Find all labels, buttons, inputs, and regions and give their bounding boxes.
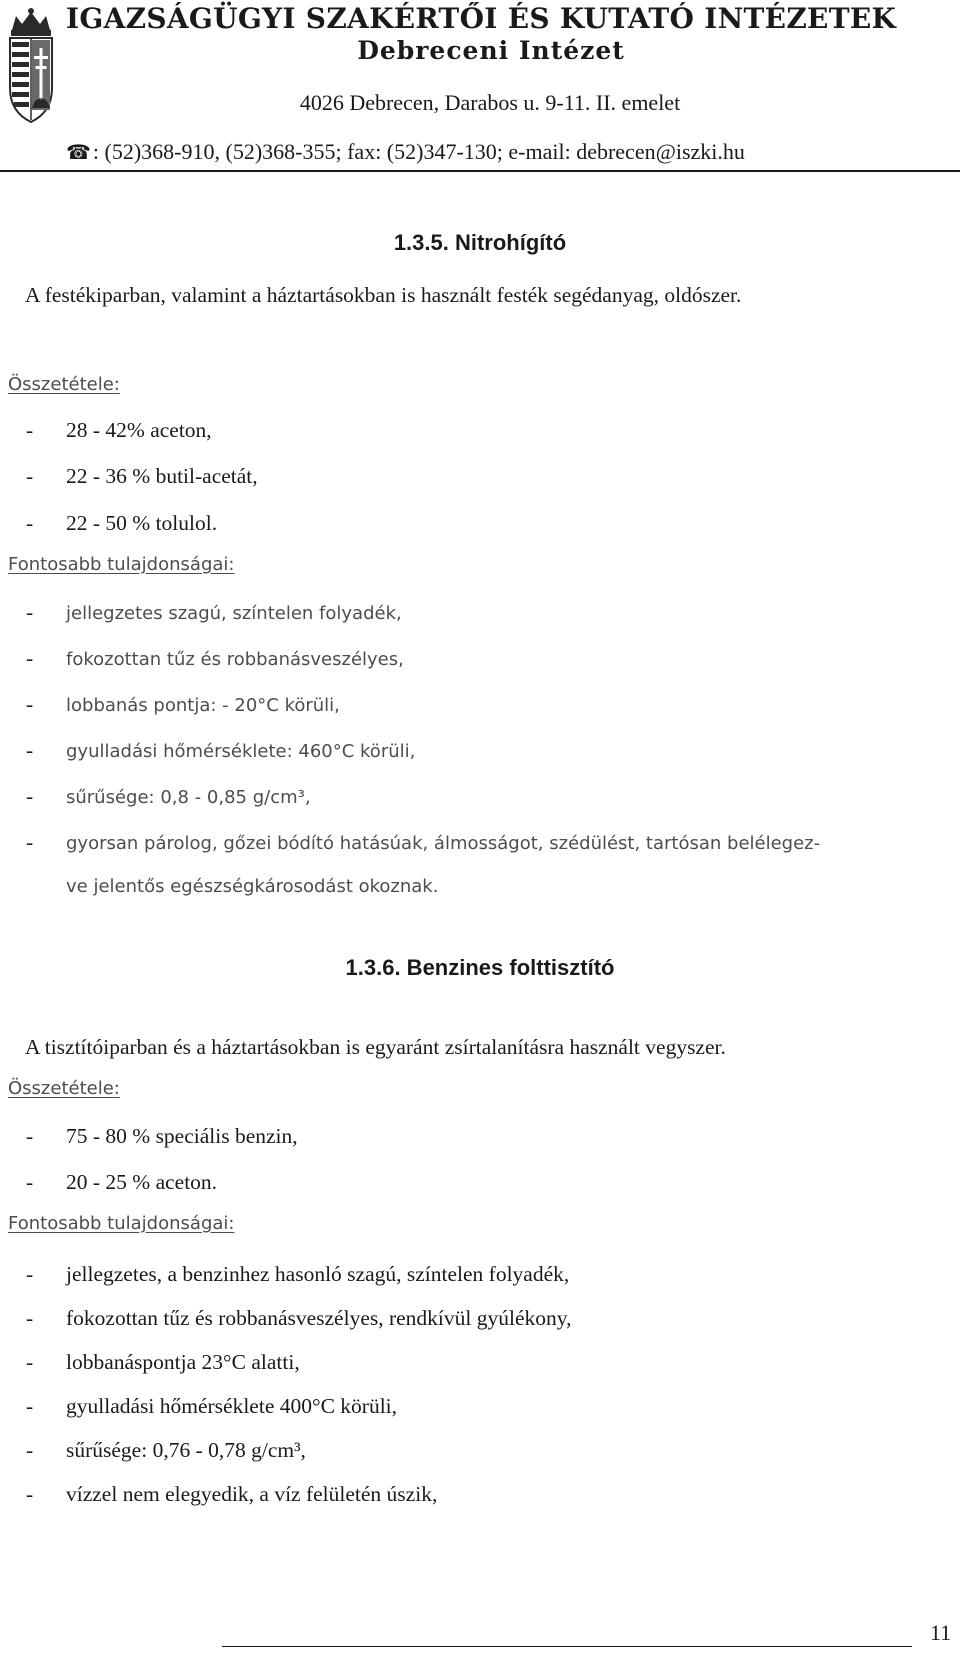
list-item-continuation: ve jelentős egészségkárosodást okoznak. bbox=[66, 876, 439, 897]
list-item: - sűrűsége: 0,8 - 0,85 g/cm³, bbox=[26, 784, 311, 808]
list-item: - jellegzetes, a benzinhez hasonló szagú, színtelen folyadék, bbox=[26, 1262, 570, 1286]
list-item: - jellegzetes szagú, színtelen folyadék, bbox=[26, 600, 402, 624]
list-item: - lobbanáspontja 23°C alatti, bbox=[26, 1350, 300, 1374]
list-item: - 75 - 80 % speciális benzin, bbox=[26, 1124, 298, 1148]
letterhead bbox=[0, 0, 960, 172]
list-item: - 28 - 42% aceton, bbox=[26, 418, 212, 442]
hungarian-coat-of-arms-icon bbox=[4, 8, 58, 126]
page-number: 11 bbox=[930, 1620, 952, 1645]
list-item: - gyulladási hőmérséklete: 460°C körüli, bbox=[26, 738, 416, 762]
list-item: - gyorsan párolog, gőzei bódító hatásúak, álmosságot, szédülést, tartósan belélegez- bbox=[26, 830, 821, 854]
address: 4026 Debrecen, Darabos u. 9-11. II. emelet bbox=[299, 90, 681, 115]
list-item: - vízzel nem elegyedik, a víz felületén úszik, bbox=[26, 1482, 438, 1506]
header-divider bbox=[0, 170, 960, 172]
institute-name: IGAZSÁGÜGYI SZAKÉRTŐI ÉS KUTATÓ INTÉZETEK bbox=[66, 2, 897, 35]
contact-text: : (52)368-910, (52)368-355; fax: (52)347-130; e-mail: debrecen@iszki.hu bbox=[92, 139, 745, 164]
section1-properties-label: Fontosabb tulajdonságai: bbox=[8, 554, 235, 575]
list-item: - 22 - 50 % tolulol. bbox=[26, 511, 218, 535]
list-item: - 22 - 36 % butil-acetát, bbox=[26, 464, 258, 488]
list-item: - lobbanás pontja: - 20°C körüli, bbox=[26, 692, 340, 716]
footer-divider bbox=[222, 1646, 912, 1647]
list-item: - 20 - 25 % aceton. bbox=[26, 1170, 218, 1194]
section1-intro: A festékiparban, valamint a háztartásokban is használt festék segédanyag, oldószer. bbox=[25, 283, 742, 307]
phone-icon: ☎ bbox=[66, 142, 91, 164]
section-title-benzines-folttisztito: 1.3.6. Benzines folttisztító bbox=[345, 955, 615, 980]
section2-intro: A tisztítóiparban és a háztartásokban is egyaránt zsírtalanításra használt vegyszer. bbox=[25, 1035, 726, 1059]
branch-name: Debreceni Intézet bbox=[357, 36, 625, 65]
list-item: - fokozottan tűz és robbanásveszélyes, bbox=[26, 646, 404, 670]
list-item: - fokozottan tűz és robbanásveszélyes, rendkívül gyúlékony, bbox=[26, 1306, 572, 1330]
list-item: - sűrűsége: 0,76 - 0,78 g/cm³, bbox=[26, 1438, 306, 1462]
contact-line bbox=[66, 139, 914, 165]
section2-properties-label: Fontosabb tulajdonságai: bbox=[8, 1213, 235, 1234]
section2-composition-label: Összetétele: bbox=[8, 1078, 120, 1099]
list-item: - gyulladási hőmérséklete 400°C körüli, bbox=[26, 1394, 398, 1418]
section-title-nitrohigito: 1.3.5. Nitrohígító bbox=[393, 230, 567, 255]
section1-composition-label: Összetétele: bbox=[8, 374, 120, 395]
